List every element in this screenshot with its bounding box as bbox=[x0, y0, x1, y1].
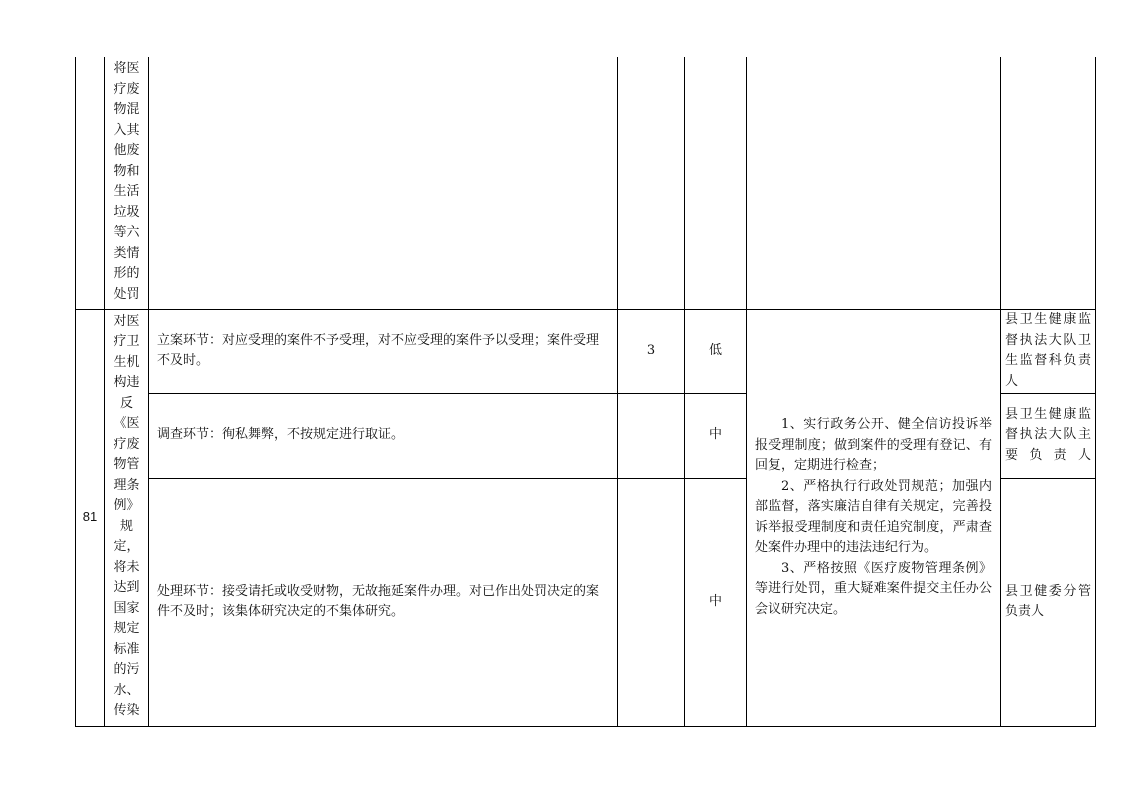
measure-item: 2、严格执行行政处罚规范；加强内部监督，落实廉洁自律有关规定，完善投诉举报受理制度和责任追究制度，严肃查处案件办理中的违法违纪行为。 bbox=[755, 478, 992, 555]
table-row bbox=[76, 57, 1096, 309]
responsible-person: 县卫生健康监督执法大队卫生监督科负责人 bbox=[1001, 309, 1096, 393]
project-text: 对医疗卫生机构违反《医疗废物管理条例》规定，将未达到国家规定标准的污水、传染 bbox=[113, 313, 140, 718]
link-cell bbox=[149, 57, 618, 309]
link-text: 调查环节：徇私舞弊，不按规定进行取证。 bbox=[149, 393, 618, 478]
responsible-cell bbox=[1001, 57, 1096, 309]
level-cell bbox=[685, 57, 747, 309]
measure-item: 1、实行政务公开、健全信访投诉举报受理制度；做到案件的受理有登记、有回复，定期进行检查； bbox=[755, 417, 992, 473]
project-text: 将医疗废物混入其他废物和生活垃圾等六类情形的处罚 bbox=[113, 61, 140, 302]
link-text: 处理环节：接受请托或收受财物，无故拖延案件办理。对已作出处罚决定的案件不及时；该集体研究决定的不集体研究。 bbox=[149, 478, 618, 726]
risk-table bbox=[75, 57, 1096, 727]
measures-cell bbox=[747, 309, 1001, 726]
link-text: 立案环节：对应受理的案件不予受理，对不应受理的案件予以受理；案件受理不及时。 bbox=[149, 309, 618, 393]
risk-count bbox=[618, 478, 685, 726]
count-cell bbox=[618, 57, 685, 309]
project-cell bbox=[105, 57, 149, 309]
project-cell bbox=[105, 309, 149, 726]
responsible-person: 县卫健委分管负责人 bbox=[1001, 478, 1096, 726]
table-row bbox=[76, 309, 1096, 393]
measures-cell bbox=[747, 57, 1001, 309]
risk-count: 3 bbox=[618, 309, 685, 393]
number-cell bbox=[76, 57, 105, 309]
risk-level: 低 bbox=[685, 309, 747, 393]
measure-item: 3、严格按照《医疗废物管理条例》等进行处罚，重大疑难案件提交主任办公会议研究决定。 bbox=[755, 560, 992, 617]
risk-level: 中 bbox=[685, 478, 747, 726]
risk-level: 中 bbox=[685, 393, 747, 478]
responsible-person: 县卫生健康监督执法大队主要负责人 bbox=[1001, 393, 1096, 478]
risk-count bbox=[618, 393, 685, 478]
item-number: 81 bbox=[76, 309, 105, 726]
